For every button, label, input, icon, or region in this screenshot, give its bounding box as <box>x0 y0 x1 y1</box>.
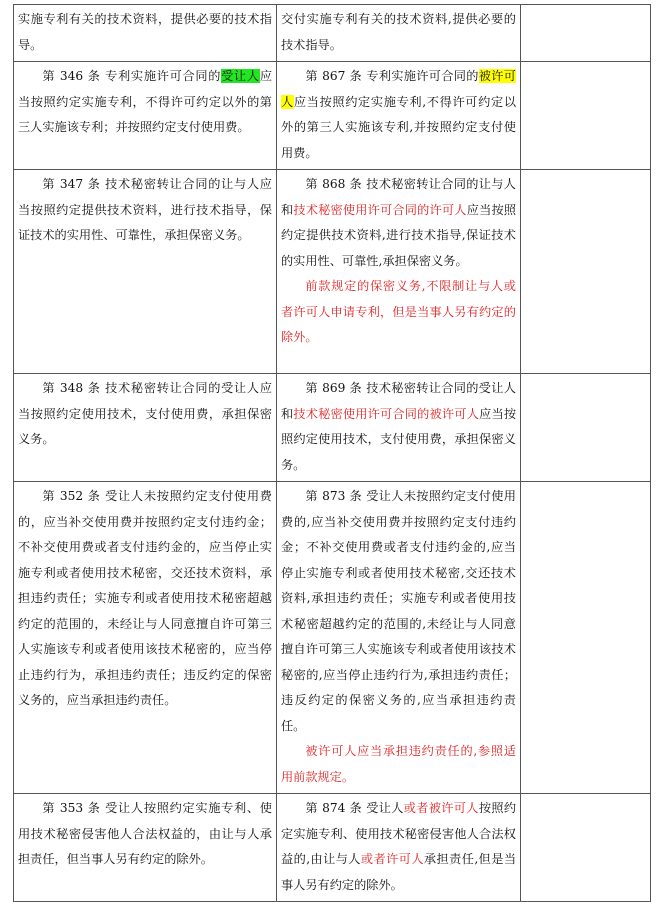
old-article-text: 第 353 条 受让人按照约定实施专利、使用技术秘密侵害他人合法权益的，由让与人承担责任，但当事人另有约定的除外。 <box>18 801 272 866</box>
added-paragraph: 前款规定的保密义务,不限制让与人或者许可人申请专利，但是当事人另有约定的除外。 <box>281 279 516 344</box>
old-article-text: 实施专利有关的技术资料，提供必要的技术指导。 <box>18 12 272 52</box>
table-row <box>14 794 651 902</box>
old-article-cell <box>14 62 277 170</box>
article-text: 应当按照约定使用技术，支付使用费，承担保密义务。 <box>281 406 517 472</box>
new-article-cell <box>277 794 521 902</box>
new-article-cell <box>277 170 521 374</box>
notes-cell <box>521 5 651 62</box>
new-article-text <box>281 796 516 898</box>
article-text: 第 867 条 专利实施许可合同的 <box>305 69 479 83</box>
article-text: 第 346 条 专利实施许可合同的 <box>42 69 222 83</box>
old-article-cell <box>14 794 277 902</box>
old-article-text: 第 348 条 技术秘密转让合同的受让人应当按照约定使用技术，支付使用费，承担保密义务。 <box>18 381 272 446</box>
old-article-text: 第 347 条 技术秘密转让合同的让与人应当按照约定提供技术资料，进行技术指导，保证技术的实用性、可靠性，承担保密义务。 <box>18 177 272 242</box>
new-article-cell <box>277 5 521 62</box>
highlighted-term: 受让人 <box>221 69 260 83</box>
new-article-cell <box>277 374 521 482</box>
old-article-cell <box>14 5 277 62</box>
table-row <box>14 5 651 62</box>
table-row <box>14 482 651 794</box>
added-text: 或者许可人 <box>360 852 424 866</box>
article-text: 应当按照约定实施专利，不得许可约定以外的第三人实施该专利；并按照约定支付使用费。 <box>18 69 273 134</box>
new-article-text: 交付实施专利有关的技术资料,提供必要的技术指导。 <box>281 12 516 52</box>
article-text: 第 868 条 技术秘密转让合同的让与人和 <box>281 177 516 217</box>
notes-cell <box>521 62 651 170</box>
article-text: 应当按照约定实施专利,不得许可约定以外的第三人实施该专利,并按照约定支付使用费。 <box>281 94 517 160</box>
new-article-cell <box>277 482 521 794</box>
new-article-cell <box>277 62 521 170</box>
added-paragraph: 被许可人应当承担违约责任的,参照适用前款规定。 <box>281 744 516 784</box>
article-text: 第 874 条 受让人 <box>305 801 404 815</box>
article-text: 按照约定实施专利、使用技术秘密侵害他人合法权益的,由让与人 <box>281 801 517 866</box>
comparison-table <box>13 4 651 902</box>
article-text: 第 869 条 技术秘密转让合同的受让人和 <box>281 381 516 421</box>
old-article-cell <box>14 170 277 374</box>
old-article-cell <box>14 374 277 482</box>
old-article-text: 第 352 条 受让人未按照约定支付使用费的，应当补交使用费并按照约定支付违约金；不补交使用费或者支付违约金的，应当停止实施专利或者使用技术秘密，交还技术资料，承担违约责任；实施专利或者使用技术秘密超越约定的范围的，未经让与人同意擅自许可第三人实施该专利或者使用该技术秘密的，应当停止违约行为，承担违约责任；违反约定的保密义务的，应当承担违约责任。 <box>18 489 272 707</box>
article-text: 应当按照约定提供技术资料,进行技术指导,保证技术的实用性、可靠性,承担保密义务。 <box>281 202 517 268</box>
added-text: 或者被许可人 <box>403 801 479 815</box>
table-row <box>14 170 651 374</box>
table-row <box>14 62 651 170</box>
new-article-text <box>281 64 516 166</box>
notes-cell <box>521 170 651 374</box>
notes-cell <box>521 794 651 902</box>
notes-cell <box>521 374 651 482</box>
new-article-text <box>281 172 516 274</box>
highlighted-term: 被许可人 <box>281 69 516 109</box>
added-text: 技术秘密使用许可合同的许可人 <box>293 202 467 217</box>
old-article-text <box>18 64 272 141</box>
table-row <box>14 374 651 482</box>
new-article-text <box>281 376 516 478</box>
notes-cell <box>521 482 651 794</box>
article-text: 承担责任,但是当事人另有约定的除外。 <box>281 852 517 892</box>
old-article-cell <box>14 482 277 794</box>
added-text: 技术秘密使用许可合同的被许可人 <box>293 406 480 421</box>
new-article-text: 第 873 条 受让人未按照约定支付使用费的,应当补交使用费并按照约定支付违约金；不补交使用费或者支付违约金的,应当停止实施专利或者使用技术秘密,交还技术资料,承担违约责任；实施专利或者使用技术秘密超越约定的范围的,未经让与人同意擅自许可第三人实施该专利或者使用该技术秘密的,应当停止违约行为,承担违约责任；违反约定的保密义务的,应当承担违约责任。 <box>281 489 516 733</box>
